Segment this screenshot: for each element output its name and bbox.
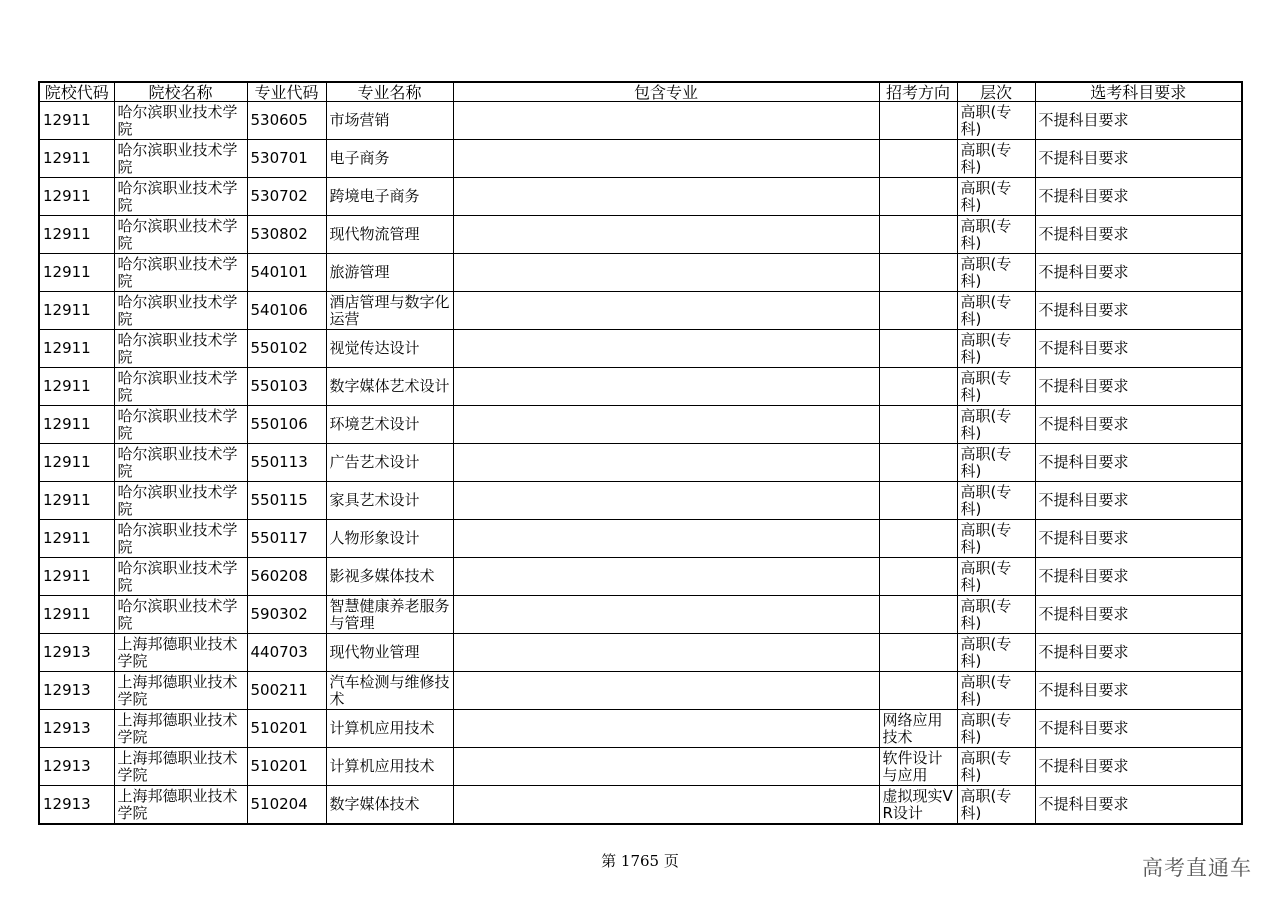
cell-major-code: 590302 xyxy=(247,596,326,634)
table-row xyxy=(39,672,1242,710)
cell-level: 高职(专科) xyxy=(957,406,1035,444)
cell-major-name: 环境艺术设计 xyxy=(326,406,453,444)
cell-level: 高职(专科) xyxy=(957,254,1035,292)
table-row xyxy=(39,140,1242,178)
cell-major-code: 560208 xyxy=(247,558,326,596)
cell-major-name: 电子商务 xyxy=(326,140,453,178)
cell-admission-direction xyxy=(879,406,957,444)
cell-major-code: 550102 xyxy=(247,330,326,368)
cell-admission-direction xyxy=(879,368,957,406)
cell-admission-direction xyxy=(879,178,957,216)
cell-subject-requirement: 不提科目要求 xyxy=(1035,596,1242,634)
cell-level: 高职(专科) xyxy=(957,368,1035,406)
cell-admission-direction xyxy=(879,292,957,330)
cell-major-name: 数字媒体技术 xyxy=(326,786,453,825)
cell-major-name: 旅游管理 xyxy=(326,254,453,292)
cell-included-majors xyxy=(453,520,879,558)
cell-school-code: 12911 xyxy=(39,558,114,596)
cell-included-majors xyxy=(453,216,879,254)
cell-major-name: 酒店管理与数字化运营 xyxy=(326,292,453,330)
cell-school-code: 12913 xyxy=(39,786,114,825)
cell-admission-direction xyxy=(879,634,957,672)
cell-school-name: 哈尔滨职业技术学院 xyxy=(114,178,247,216)
cell-school-code: 12911 xyxy=(39,330,114,368)
cell-included-majors xyxy=(453,368,879,406)
cell-included-majors xyxy=(453,330,879,368)
page-number: 第 1765 页 xyxy=(601,852,679,870)
cell-included-majors xyxy=(453,406,879,444)
cell-major-name: 汽车检测与维修技术 xyxy=(326,672,453,710)
cell-major-code: 440703 xyxy=(247,634,326,672)
cell-major-code: 540106 xyxy=(247,292,326,330)
cell-level: 高职(专科) xyxy=(957,216,1035,254)
cell-level: 高职(专科) xyxy=(957,102,1035,140)
cell-level: 高职(专科) xyxy=(957,140,1035,178)
cell-school-name: 哈尔滨职业技术学院 xyxy=(114,482,247,520)
cell-subject-requirement: 不提科目要求 xyxy=(1035,748,1242,786)
cell-admission-direction: 软件设计与应用 xyxy=(879,748,957,786)
table-header-row xyxy=(39,82,1242,102)
cell-admission-direction: 网络应用技术 xyxy=(879,710,957,748)
cell-subject-requirement: 不提科目要求 xyxy=(1035,102,1242,140)
cell-school-code: 12911 xyxy=(39,254,114,292)
cell-included-majors xyxy=(453,102,879,140)
table-row xyxy=(39,634,1242,672)
cell-school-name: 哈尔滨职业技术学院 xyxy=(114,254,247,292)
table-row xyxy=(39,444,1242,482)
cell-major-code: 530802 xyxy=(247,216,326,254)
cell-major-code: 550113 xyxy=(247,444,326,482)
table-row xyxy=(39,254,1242,292)
cell-subject-requirement: 不提科目要求 xyxy=(1035,406,1242,444)
cell-major-name: 视觉传达设计 xyxy=(326,330,453,368)
cell-level: 高职(专科) xyxy=(957,786,1035,825)
cell-school-code: 12911 xyxy=(39,292,114,330)
cell-subject-requirement: 不提科目要求 xyxy=(1035,672,1242,710)
cell-school-code: 12913 xyxy=(39,748,114,786)
cell-included-majors xyxy=(453,710,879,748)
cell-school-code: 12911 xyxy=(39,596,114,634)
cell-subject-requirement: 不提科目要求 xyxy=(1035,330,1242,368)
cell-level: 高职(专科) xyxy=(957,634,1035,672)
cell-subject-requirement: 不提科目要求 xyxy=(1035,178,1242,216)
cell-included-majors xyxy=(453,748,879,786)
cell-major-code: 510201 xyxy=(247,710,326,748)
table-body xyxy=(39,102,1242,825)
enrollment-table xyxy=(38,81,1243,825)
cell-school-code: 12911 xyxy=(39,368,114,406)
cell-included-majors xyxy=(453,672,879,710)
header-major-code: 专业代码 xyxy=(247,82,326,102)
cell-included-majors xyxy=(453,596,879,634)
cell-admission-direction xyxy=(879,672,957,710)
cell-level: 高职(专科) xyxy=(957,748,1035,786)
cell-subject-requirement: 不提科目要求 xyxy=(1035,520,1242,558)
cell-school-code: 12911 xyxy=(39,406,114,444)
cell-school-code: 12911 xyxy=(39,520,114,558)
cell-major-name: 计算机应用技术 xyxy=(326,748,453,786)
table-row xyxy=(39,482,1242,520)
cell-subject-requirement: 不提科目要求 xyxy=(1035,368,1242,406)
cell-major-code: 530702 xyxy=(247,178,326,216)
cell-school-name: 上海邦德职业技术学院 xyxy=(114,748,247,786)
cell-major-code: 550117 xyxy=(247,520,326,558)
cell-included-majors xyxy=(453,140,879,178)
table-row xyxy=(39,710,1242,748)
cell-subject-requirement: 不提科目要求 xyxy=(1035,444,1242,482)
header-major-name: 专业名称 xyxy=(326,82,453,102)
header-school-code: 院校代码 xyxy=(39,82,114,102)
cell-school-code: 12913 xyxy=(39,672,114,710)
table-row xyxy=(39,330,1242,368)
cell-included-majors xyxy=(453,292,879,330)
cell-level: 高职(专科) xyxy=(957,444,1035,482)
cell-school-name: 哈尔滨职业技术学院 xyxy=(114,368,247,406)
cell-major-code: 530605 xyxy=(247,102,326,140)
cell-school-name: 哈尔滨职业技术学院 xyxy=(114,102,247,140)
cell-admission-direction xyxy=(879,520,957,558)
header-subject-requirement: 选考科目要求 xyxy=(1035,82,1242,102)
table-row xyxy=(39,368,1242,406)
cell-major-code: 540101 xyxy=(247,254,326,292)
cell-school-code: 12911 xyxy=(39,482,114,520)
cell-subject-requirement: 不提科目要求 xyxy=(1035,216,1242,254)
cell-subject-requirement: 不提科目要求 xyxy=(1035,634,1242,672)
watermark-logo-text: 高考直通车 xyxy=(1142,856,1252,880)
cell-school-code: 12911 xyxy=(39,444,114,482)
cell-school-code: 12911 xyxy=(39,216,114,254)
header-admission-direction: 招考方向 xyxy=(879,82,957,102)
cell-school-code: 12911 xyxy=(39,102,114,140)
cell-school-name: 上海邦德职业技术学院 xyxy=(114,634,247,672)
cell-school-name: 上海邦德职业技术学院 xyxy=(114,710,247,748)
cell-subject-requirement: 不提科目要求 xyxy=(1035,482,1242,520)
cell-admission-direction xyxy=(879,596,957,634)
cell-school-name: 哈尔滨职业技术学院 xyxy=(114,140,247,178)
cell-included-majors xyxy=(453,634,879,672)
cell-major-name: 人物形象设计 xyxy=(326,520,453,558)
table-row xyxy=(39,748,1242,786)
cell-major-name: 影视多媒体技术 xyxy=(326,558,453,596)
cell-school-code: 12911 xyxy=(39,178,114,216)
cell-level: 高职(专科) xyxy=(957,672,1035,710)
cell-major-name: 数字媒体艺术设计 xyxy=(326,368,453,406)
cell-admission-direction xyxy=(879,140,957,178)
cell-major-name: 跨境电子商务 xyxy=(326,178,453,216)
cell-major-code: 510204 xyxy=(247,786,326,825)
cell-admission-direction xyxy=(879,102,957,140)
table-row xyxy=(39,786,1242,825)
cell-admission-direction xyxy=(879,216,957,254)
cell-included-majors xyxy=(453,482,879,520)
cell-school-name: 哈尔滨职业技术学院 xyxy=(114,292,247,330)
cell-included-majors xyxy=(453,178,879,216)
cell-level: 高职(专科) xyxy=(957,520,1035,558)
cell-subject-requirement: 不提科目要求 xyxy=(1035,786,1242,825)
cell-subject-requirement: 不提科目要求 xyxy=(1035,140,1242,178)
cell-level: 高职(专科) xyxy=(957,710,1035,748)
cell-school-name: 哈尔滨职业技术学院 xyxy=(114,596,247,634)
cell-admission-direction: 虚拟现实VR设计 xyxy=(879,786,957,825)
header-school-name: 院校名称 xyxy=(114,82,247,102)
cell-subject-requirement: 不提科目要求 xyxy=(1035,292,1242,330)
table-row xyxy=(39,292,1242,330)
cell-included-majors xyxy=(453,786,879,825)
cell-school-name: 哈尔滨职业技术学院 xyxy=(114,216,247,254)
cell-level: 高职(专科) xyxy=(957,292,1035,330)
cell-major-code: 550106 xyxy=(247,406,326,444)
cell-school-name: 哈尔滨职业技术学院 xyxy=(114,520,247,558)
cell-level: 高职(专科) xyxy=(957,558,1035,596)
cell-admission-direction xyxy=(879,444,957,482)
cell-major-name: 家具艺术设计 xyxy=(326,482,453,520)
cell-subject-requirement: 不提科目要求 xyxy=(1035,710,1242,748)
cell-school-code: 12913 xyxy=(39,710,114,748)
cell-major-code: 500211 xyxy=(247,672,326,710)
cell-major-code: 530701 xyxy=(247,140,326,178)
cell-level: 高职(专科) xyxy=(957,178,1035,216)
header-level: 层次 xyxy=(957,82,1035,102)
cell-school-name: 哈尔滨职业技术学院 xyxy=(114,406,247,444)
cell-level: 高职(专科) xyxy=(957,330,1035,368)
cell-major-name: 市场营销 xyxy=(326,102,453,140)
cell-major-code: 550115 xyxy=(247,482,326,520)
cell-school-name: 上海邦德职业技术学院 xyxy=(114,786,247,825)
cell-admission-direction xyxy=(879,558,957,596)
cell-included-majors xyxy=(453,558,879,596)
cell-admission-direction xyxy=(879,482,957,520)
table-row xyxy=(39,558,1242,596)
cell-included-majors xyxy=(453,254,879,292)
cell-major-name: 现代物流管理 xyxy=(326,216,453,254)
cell-school-name: 哈尔滨职业技术学院 xyxy=(114,558,247,596)
table-row xyxy=(39,216,1242,254)
cell-level: 高职(专科) xyxy=(957,482,1035,520)
cell-school-code: 12911 xyxy=(39,140,114,178)
cell-major-code: 550103 xyxy=(247,368,326,406)
cell-subject-requirement: 不提科目要求 xyxy=(1035,558,1242,596)
table-row xyxy=(39,178,1242,216)
cell-subject-requirement: 不提科目要求 xyxy=(1035,254,1242,292)
header-included-majors: 包含专业 xyxy=(453,82,879,102)
table-row xyxy=(39,406,1242,444)
cell-school-code: 12913 xyxy=(39,634,114,672)
table-row xyxy=(39,520,1242,558)
cell-major-name: 计算机应用技术 xyxy=(326,710,453,748)
table-row xyxy=(39,596,1242,634)
cell-admission-direction xyxy=(879,254,957,292)
cell-included-majors xyxy=(453,444,879,482)
cell-admission-direction xyxy=(879,330,957,368)
cell-level: 高职(专科) xyxy=(957,596,1035,634)
cell-major-name: 现代物业管理 xyxy=(326,634,453,672)
cell-major-name: 广告艺术设计 xyxy=(326,444,453,482)
cell-major-code: 510201 xyxy=(247,748,326,786)
cell-school-name: 哈尔滨职业技术学院 xyxy=(114,444,247,482)
cell-major-name: 智慧健康养老服务与管理 xyxy=(326,596,453,634)
cell-school-name: 哈尔滨职业技术学院 xyxy=(114,330,247,368)
cell-school-name: 上海邦德职业技术学院 xyxy=(114,672,247,710)
table-row xyxy=(39,102,1242,140)
